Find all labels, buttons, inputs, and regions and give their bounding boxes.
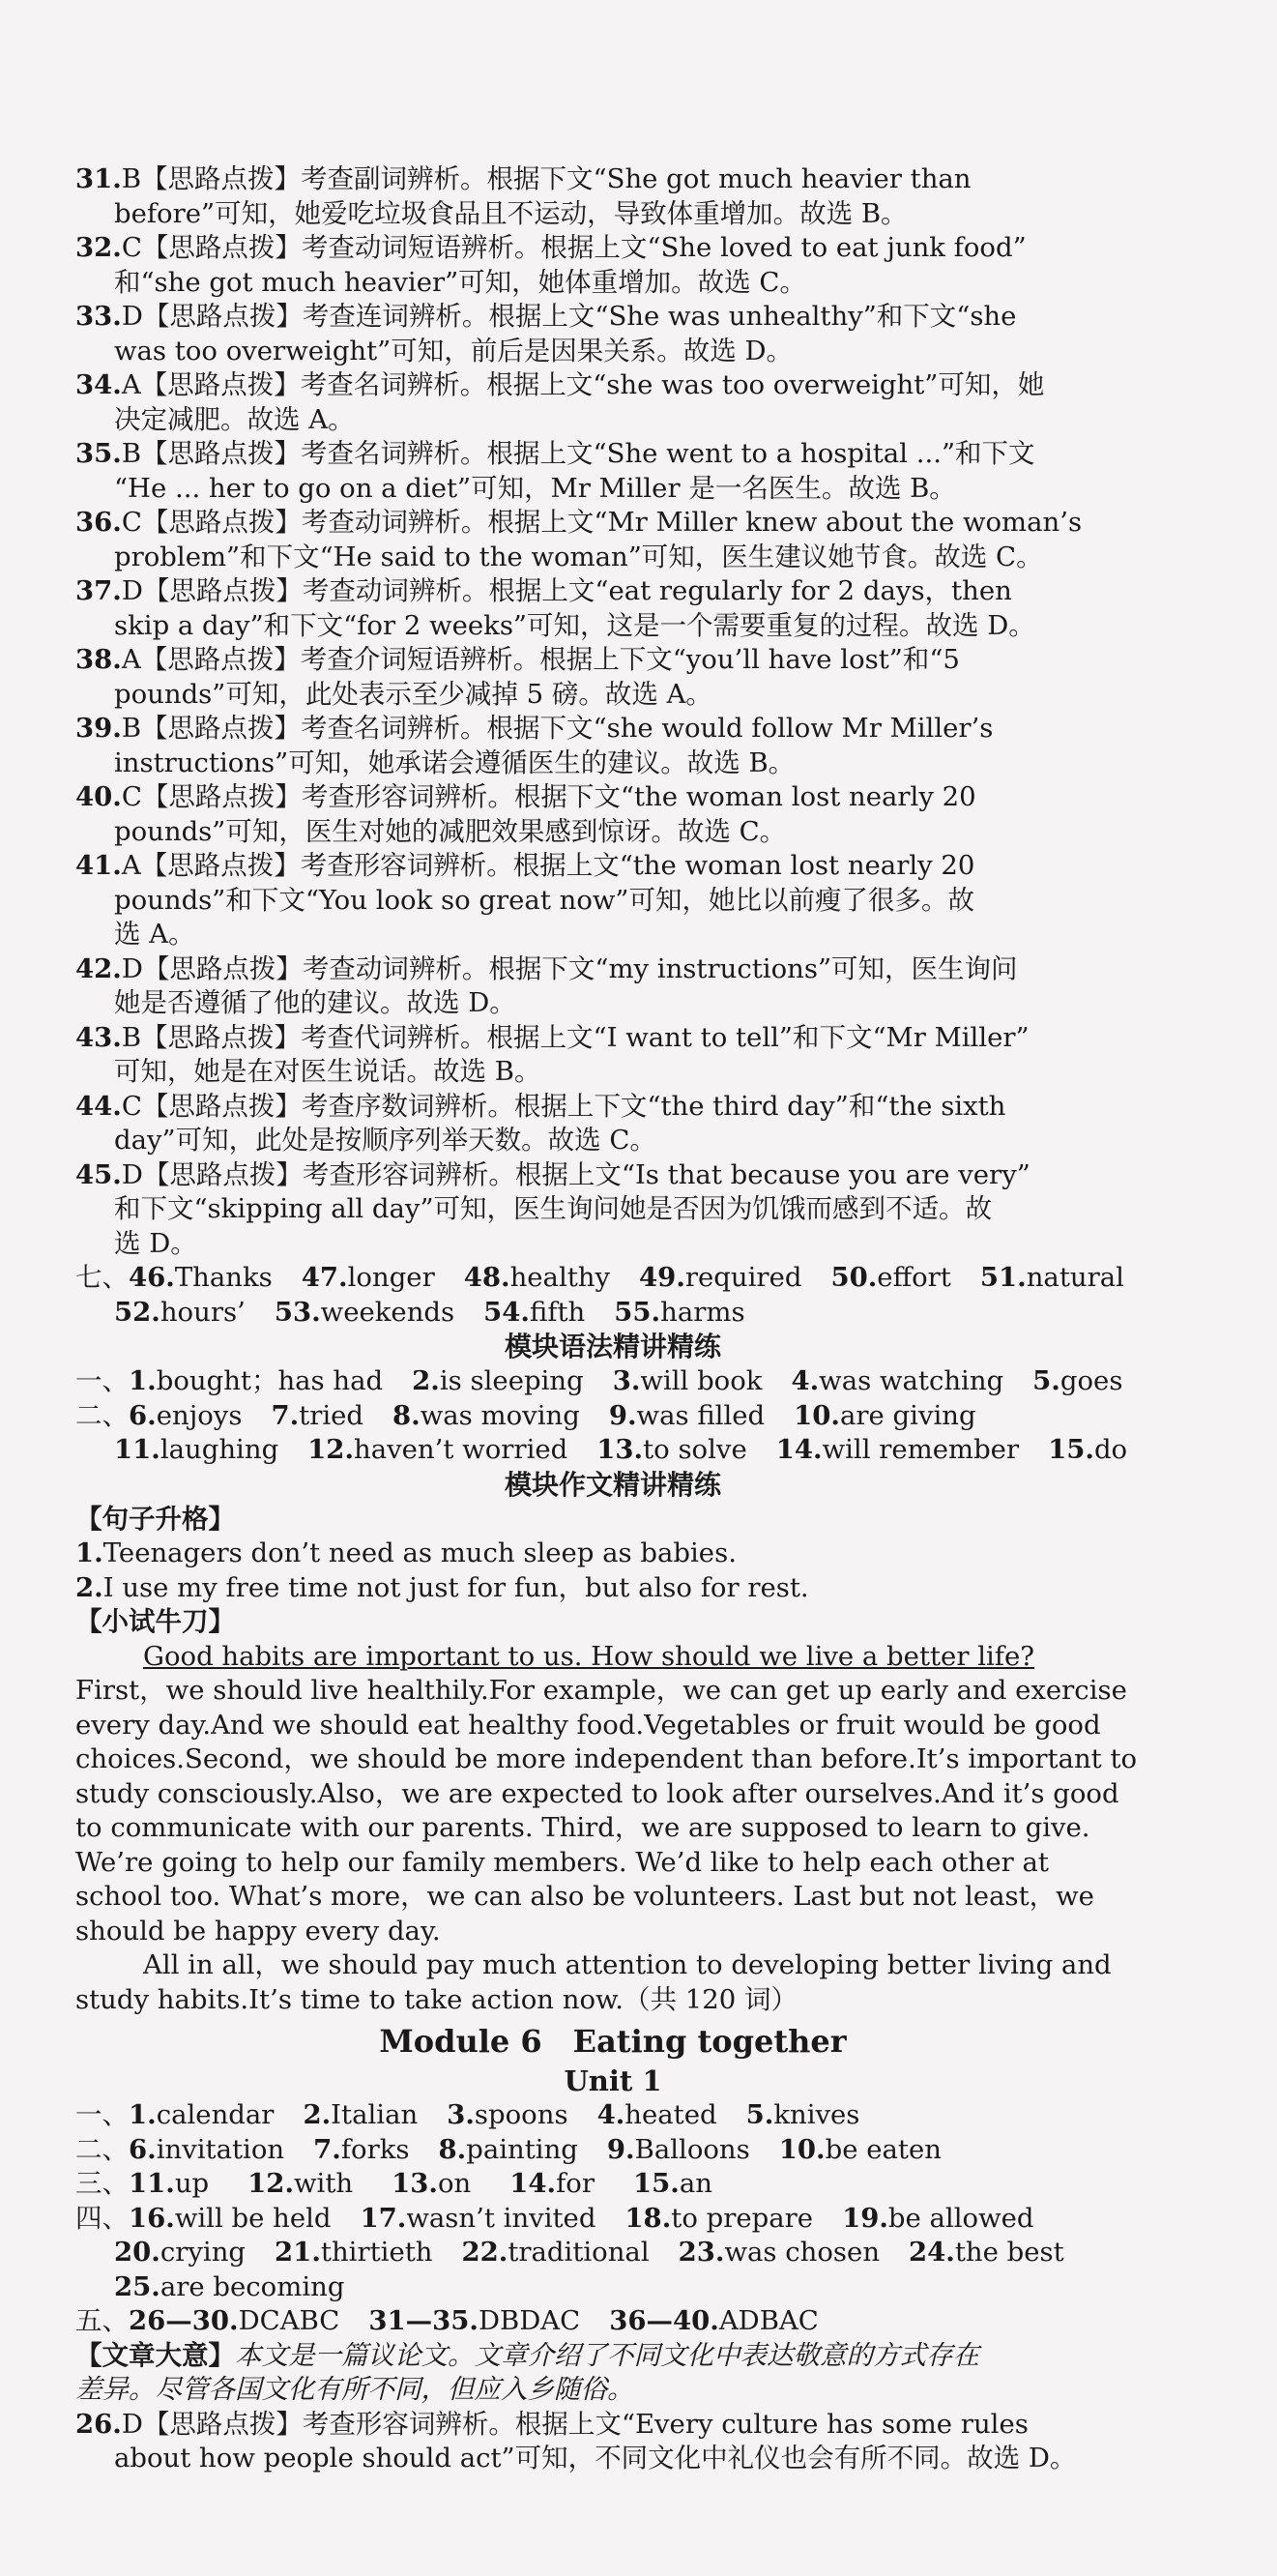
answer-item xyxy=(464,1262,610,1293)
question-text: 选 D。 xyxy=(114,1227,197,1259)
question-text: C【思路点拨】考查动词辨析。根据上文“Mr Miller knew about the woman’s xyxy=(121,507,1083,538)
question-line xyxy=(75,574,1150,609)
answer-word: is sleeping xyxy=(439,1365,584,1396)
question-line xyxy=(75,300,1150,335)
answer-number: 55. xyxy=(614,1296,661,1328)
answer-word: required xyxy=(684,1262,802,1293)
answer-word: bought；has had xyxy=(156,1365,384,1396)
answer-item xyxy=(909,2237,1064,2268)
answer-number: 18. xyxy=(624,2202,672,2234)
answer-item xyxy=(679,2237,880,2268)
answer-number: 49. xyxy=(639,1262,685,1293)
answer-number: 9. xyxy=(608,1399,637,1431)
module-6-title: Module 6 Eating together xyxy=(379,2023,847,2060)
question-text: 她是否遵循了他的建议。故选 D。 xyxy=(114,987,516,1018)
answer-word: Italian xyxy=(331,2099,419,2130)
answer-word: painting xyxy=(466,2133,578,2165)
question-text: D【思路点拨】考查动词辨析。根据下文“my instructions”可知，医生询问 xyxy=(121,952,1018,984)
answer-item xyxy=(746,2099,860,2130)
question-text: C【思路点拨】考查序数词辨析。根据上下文“the third day”和“the sixth xyxy=(121,1090,1006,1122)
answer-item xyxy=(114,2271,344,2302)
m6-row-5 xyxy=(75,2236,1150,2270)
answer-item xyxy=(1048,1434,1127,1465)
m6-row-3-prefix: 三、 xyxy=(75,2168,129,2199)
answer-word: Balloons xyxy=(634,2133,750,2165)
question-line xyxy=(75,506,1150,541)
question-number: 35. xyxy=(75,438,122,469)
question-line xyxy=(75,780,1150,815)
question-group-38-45 xyxy=(75,643,1150,1261)
answer-number: 16. xyxy=(129,2202,175,2234)
answer-number: 11. xyxy=(129,2168,175,2199)
answer-number: 24. xyxy=(909,2237,955,2268)
question-line xyxy=(75,368,1150,403)
question-text: 决定减肥。故选 A。 xyxy=(114,403,355,435)
answer-word: effort xyxy=(877,1262,951,1293)
section-7-row-2 xyxy=(75,1296,1150,1331)
question-number: 42. xyxy=(75,952,122,984)
answer-number: 47. xyxy=(301,1262,348,1293)
question-number: 39. xyxy=(75,713,122,744)
question-line xyxy=(75,918,1150,952)
answer-number: 19. xyxy=(842,2202,888,2234)
upgrade-sentence-2-text: I use my free time not just for fun，but also for rest. xyxy=(102,1571,809,1603)
answer-number: 15. xyxy=(1048,1434,1094,1465)
answer-number: 13. xyxy=(392,2168,438,2199)
question-line xyxy=(75,815,1150,850)
answer-word: forks xyxy=(340,2133,410,2165)
answer-item xyxy=(313,2134,409,2165)
m6-row-2-prefix: 二、 xyxy=(75,2133,129,2165)
answer-number: 14. xyxy=(509,2168,557,2199)
answer-item xyxy=(980,1262,1124,1293)
answer-word: be allowed xyxy=(887,2202,1034,2234)
upgrade-sentence-2 xyxy=(75,1571,1150,1606)
m6-row-1 xyxy=(75,2098,1150,2133)
essay-line: All in all，we should pay much attention to developing better living and xyxy=(143,1949,1112,1980)
answer-item xyxy=(597,2099,717,2130)
answer-item xyxy=(779,2134,942,2165)
question-line xyxy=(75,1021,1150,1056)
answer-number: 6. xyxy=(129,2133,157,2165)
answer-word: longer xyxy=(347,1262,435,1293)
question-line xyxy=(75,1055,1150,1090)
answer-number: 51. xyxy=(979,1262,1027,1293)
m6-row-7-prefix: 五、 xyxy=(75,2305,129,2336)
answer-item xyxy=(129,2203,332,2234)
answer-item xyxy=(392,2168,471,2199)
answer-word: harms xyxy=(660,1296,745,1328)
unit-1-title: Unit 1 xyxy=(564,2064,662,2097)
question-line xyxy=(75,884,1150,919)
question-number: 38. xyxy=(75,644,122,675)
answer-number: 25. xyxy=(114,2270,160,2302)
section-7-row-1 xyxy=(75,1261,1150,1296)
question-line xyxy=(75,1090,1150,1125)
answer-item xyxy=(307,1434,567,1465)
answer-number: 5. xyxy=(745,2099,774,2130)
answer-number: 7. xyxy=(271,1399,300,1431)
essay-title-line xyxy=(75,1640,1150,1675)
answer-number: 10. xyxy=(794,1399,840,1431)
grammar-row-1 xyxy=(75,1364,1150,1399)
question-line xyxy=(75,403,1150,438)
q26-text-1: D【思路点拨】考查形容词辨析。根据上文“Every culture has some rules xyxy=(121,2408,1029,2440)
question-text: skip a day”和下文“for 2 weeks”可知，这是一个需要重复的过程。故选 D。 xyxy=(114,609,1035,641)
question-text: was too overweight”可知，前后是因果关系。故选 D。 xyxy=(114,335,794,366)
answer-item xyxy=(447,2099,567,2130)
question-line xyxy=(75,746,1150,781)
m6-row-1-prefix: 一、 xyxy=(75,2099,129,2130)
answer-item xyxy=(483,1297,585,1328)
question-text: D【思路点拨】考查形容词辨析。根据上文“Is that because you are very” xyxy=(121,1158,1030,1190)
question-number: 43. xyxy=(75,1021,122,1053)
question-text: A【思路点拨】考查介词短语辨析。根据上下文“you’ll have lost”和“5 xyxy=(121,644,960,675)
question-line xyxy=(75,541,1150,575)
answer-word: up xyxy=(174,2168,210,2199)
answer-item xyxy=(129,2134,284,2165)
answer-word: weekends xyxy=(320,1296,455,1328)
essay-line: school too. What’s more，we can also be volunteers. Last but not least，we xyxy=(75,1881,1094,1912)
question-line xyxy=(75,1158,1150,1193)
answer-word: on xyxy=(437,2168,472,2199)
question-text: 和“she got much heavier”可知，她体重增加。故选 C。 xyxy=(114,266,806,298)
essay-paragraph-2 xyxy=(75,1948,1150,2017)
answer-word: with xyxy=(294,2168,354,2199)
answer-item xyxy=(842,2203,1033,2234)
answer-item xyxy=(607,2134,750,2165)
answer-word: wasn’t invited xyxy=(406,2202,596,2234)
answer-number: 14. xyxy=(775,1434,823,1465)
question-number: 32. xyxy=(75,232,122,263)
answer-item xyxy=(129,1365,383,1396)
answer-word: haven’t worried xyxy=(354,1434,568,1465)
m6-row-4 xyxy=(75,2202,1150,2237)
answer-number: 1. xyxy=(129,1365,157,1396)
question-line xyxy=(75,197,1150,232)
summary-line-1 xyxy=(75,2339,1150,2374)
grammar-row-3 xyxy=(75,1433,1150,1468)
answer-item xyxy=(129,1262,273,1293)
answer-word: will remember xyxy=(822,1434,1020,1465)
answer-item xyxy=(633,2168,712,2199)
question-number: 31. xyxy=(75,163,122,194)
answer-item xyxy=(509,2168,595,2199)
question-line xyxy=(75,335,1150,369)
question-line xyxy=(75,712,1150,746)
question-line xyxy=(75,1227,1150,1262)
summary-text-1: 本文是一篇议论文。文章介绍了不同文化中表达敬意的方式存在 xyxy=(235,2339,979,2371)
answer-item xyxy=(368,2305,580,2336)
answer-word: invitation xyxy=(156,2133,285,2165)
answer-word: was filled xyxy=(636,1399,766,1431)
answer-item xyxy=(271,1400,363,1431)
answer-item xyxy=(275,2237,432,2268)
writing-heading: 模块作文精讲精练 xyxy=(504,1468,721,1501)
answer-item xyxy=(129,2305,339,2336)
answer-word: goes xyxy=(1059,1365,1123,1396)
answer-number: 3. xyxy=(612,1365,641,1396)
question-text: A【思路点拨】考查形容词辨析。根据上文“the woman lost nearly 20 xyxy=(121,850,975,881)
answer-item xyxy=(613,1365,763,1396)
answer-word: natural xyxy=(1026,1262,1124,1293)
answer-number: 48. xyxy=(463,1262,510,1293)
answer-word: do xyxy=(1093,1434,1128,1465)
answer-number: 4. xyxy=(596,2099,625,2130)
question-text: C【思路点拨】考查动词短语辨析。根据上文“She loved to eat junk food” xyxy=(121,232,1027,263)
grammar-row-1-prefix: 一、 xyxy=(75,1365,129,1396)
answer-word: to prepare xyxy=(671,2202,814,2234)
answer-number: 1. xyxy=(129,2099,157,2130)
question-line xyxy=(75,162,1150,197)
answer-number: 15. xyxy=(632,2168,680,2199)
essay-line: to communicate with our parents. Third，we are supposed to learn to give. xyxy=(75,1812,1090,1843)
answer-item xyxy=(794,1400,975,1431)
answer-item xyxy=(114,1434,278,1465)
answer-number: 6. xyxy=(129,1399,157,1431)
answer-number: 17. xyxy=(360,2202,407,2234)
answer-item xyxy=(361,2203,596,2234)
answer-item xyxy=(303,2099,418,2130)
question-text: “He ... her to go on a diet”可知，Mr Miller 是一名医生。故选 B。 xyxy=(114,472,956,504)
m6-row-6 xyxy=(75,2270,1150,2305)
answer-number: 8. xyxy=(438,2133,467,2165)
answer-number: 9. xyxy=(606,2133,635,2165)
essay-line: study habits.It’s time to take action now.（共 120 词） xyxy=(75,1983,798,2015)
answer-item xyxy=(776,1434,1019,1465)
answer-item xyxy=(1032,1365,1122,1396)
answer-word: are becoming xyxy=(160,2270,345,2302)
answer-word: Thanks xyxy=(174,1262,273,1293)
question-line xyxy=(75,643,1150,678)
answer-word: for xyxy=(556,2168,595,2199)
answer-number: 54. xyxy=(483,1296,530,1328)
essay-line: First，we should live healthily.For example，we can get up early and exercise xyxy=(75,1675,1127,1706)
grammar-row-2-prefix: 二、 xyxy=(75,1399,129,1431)
question-text: instructions”可知，她承诺会遵循医生的建议。故选 B。 xyxy=(114,746,796,778)
question-line xyxy=(75,231,1150,266)
m6-row-4-prefix: 四、 xyxy=(75,2202,129,2234)
grammar-row-2 xyxy=(75,1399,1150,1434)
answer-word: will be held xyxy=(174,2202,332,2234)
essay-paragraph-1 xyxy=(75,1674,1150,1948)
answer-number: 36—40. xyxy=(609,2305,719,2336)
upgrade-sentence-1 xyxy=(75,1537,1150,1571)
answer-number: 26—30. xyxy=(129,2305,239,2336)
question-text: B【思路点拨】考查名词辨析。根据上文“She went to a hospital ...”和下文 xyxy=(121,438,1035,469)
question-text: pounds”可知，医生对她的减肥效果感到惊讶。故选 C。 xyxy=(114,815,787,847)
answer-number: 12. xyxy=(307,1434,355,1465)
answer-number: 13. xyxy=(596,1434,644,1465)
question-line xyxy=(75,472,1150,507)
question-line xyxy=(75,1192,1150,1227)
question-number: 33. xyxy=(75,301,122,332)
answer-item xyxy=(614,1297,744,1328)
question-text: pounds”和下文“You look so great now”可知，她比以前瘦了很多。故 xyxy=(114,884,974,916)
answer-item xyxy=(639,1262,801,1293)
answer-item xyxy=(129,2099,274,2130)
question-line xyxy=(75,1124,1150,1158)
upgrade-sentence-1-number: 1. xyxy=(75,1537,103,1568)
m6-row-7 xyxy=(75,2304,1150,2339)
essay-line: study consciously.Also，we are expected to look after ourselves.And it’s good xyxy=(75,1777,1119,1809)
answer-word: ADBAC xyxy=(718,2305,819,2336)
m6-row-3 xyxy=(75,2167,1150,2202)
question-line xyxy=(75,437,1150,472)
answer-word: was chosen xyxy=(724,2237,881,2268)
question-number: 41. xyxy=(75,850,122,881)
sentence-upgrade-heading: 【句子升格】 xyxy=(75,1503,235,1535)
answer-item xyxy=(302,1262,435,1293)
answer-item xyxy=(609,2305,819,2336)
q26-line-1 xyxy=(75,2408,1150,2443)
answer-word: fifth xyxy=(529,1296,586,1328)
answer-item xyxy=(114,1297,246,1328)
answer-number: 3. xyxy=(447,2099,475,2130)
essay-line: choices.Second，we should be more independent than before.It’s important to xyxy=(75,1743,1138,1774)
answer-word: knives xyxy=(773,2099,860,2130)
question-number: 44. xyxy=(75,1090,122,1122)
summary-line-2: 差异。尽管各国文化有所不同，但应入乡随俗。 xyxy=(75,2374,634,2405)
answer-word: will book xyxy=(640,1365,763,1396)
answer-word: crying xyxy=(160,2237,247,2268)
answer-number: 2. xyxy=(303,2099,332,2130)
question-text: 可知，她是在对医生说话。故选 B。 xyxy=(114,1056,541,1087)
answer-word: be eaten xyxy=(825,2133,942,2165)
answer-item xyxy=(247,2168,353,2199)
question-text: A【思路点拨】考查名词辨析。根据上文“she was too overweight”可知，她 xyxy=(121,369,1045,400)
answer-number: 7. xyxy=(313,2133,341,2165)
answer-number: 22. xyxy=(461,2237,508,2268)
answer-number: 4. xyxy=(791,1365,820,1396)
answer-item xyxy=(791,1365,1003,1396)
answer-word: calendar xyxy=(156,2099,275,2130)
answer-word: thirtieth xyxy=(320,2237,433,2268)
question-text: pounds”可知，此处表示至少减掉 5 磅。故选 A。 xyxy=(114,678,712,710)
question-text: 选 A。 xyxy=(114,919,195,950)
answer-item xyxy=(461,2237,649,2268)
question-line xyxy=(75,609,1150,644)
answer-word: DCABC xyxy=(238,2305,340,2336)
answer-word: hours’ xyxy=(160,1296,246,1328)
q26-line-2: about how people should act”可知，不同文化中礼仪也会有所不同。故选 D。 xyxy=(114,2443,1077,2474)
answer-number: 53. xyxy=(274,1296,321,1328)
essay-title: Good habits are important to us. How should we live a better life? xyxy=(143,1640,1034,1672)
answer-item xyxy=(609,1400,765,1431)
answer-word: was watching xyxy=(819,1365,1004,1396)
section-7-prefix: 七、 xyxy=(75,1262,129,1293)
essay-line: should be happy every day. xyxy=(75,1915,441,1947)
question-text: 和下文“skipping all day”可知，医生询问她是否因为饥饿而感到不适。故 xyxy=(114,1193,993,1224)
answer-item xyxy=(392,1400,580,1431)
upgrade-sentence-2-number: 2. xyxy=(75,1571,103,1603)
answer-word: tried xyxy=(299,1399,364,1431)
answer-word: DBDAC xyxy=(478,2305,581,2336)
answer-item xyxy=(114,2237,246,2268)
answer-item xyxy=(275,1297,454,1328)
question-line xyxy=(75,986,1150,1021)
question-text: B【思路点拨】考查副词辨析。根据下文“She got much heavier than xyxy=(121,163,972,194)
answer-word: traditional xyxy=(508,2237,650,2268)
answer-word: are giving xyxy=(840,1399,976,1431)
answer-item xyxy=(129,1400,242,1431)
question-line xyxy=(75,266,1150,301)
answer-number: 8. xyxy=(392,1399,421,1431)
essay-line: We’re going to help our family members. We’d like to help each other at xyxy=(75,1846,1049,1878)
answer-item xyxy=(624,2203,813,2234)
answer-number: 20. xyxy=(114,2237,160,2268)
answer-item xyxy=(830,1262,950,1293)
q26-number: 26. xyxy=(75,2408,122,2440)
answer-number: 2. xyxy=(412,1365,440,1396)
question-text: before”可知，她爱吃垃圾食品且不运动，导致体重增加。故选 B。 xyxy=(114,197,908,229)
question-text: D【思路点拨】考查动词辨析。根据上文“eat regularly for 2 days，then xyxy=(121,575,1012,606)
trial-heading: 【小试牛刀】 xyxy=(75,1606,235,1637)
question-number: 40. xyxy=(75,781,122,812)
question-line xyxy=(75,678,1150,713)
question-text: B【思路点拨】考查名词辨析。根据下文“she would follow Mr Miller’s xyxy=(121,713,994,744)
answer-number: 21. xyxy=(275,2237,321,2268)
answer-word: heated xyxy=(624,2099,717,2130)
m6-row-2 xyxy=(75,2133,1150,2168)
grammar-heading: 模块语法精讲精练 xyxy=(504,1331,721,1362)
answer-item xyxy=(129,2168,209,2199)
answer-number: 12. xyxy=(247,2168,295,2199)
answer-word: to solve xyxy=(643,1434,747,1465)
answer-word: laughing xyxy=(160,1434,279,1465)
answer-word: the best xyxy=(954,2237,1064,2268)
question-text: day”可知，此处是按顺序列举天数。故选 C。 xyxy=(114,1125,656,1156)
question-number: 37. xyxy=(75,575,122,606)
answer-number: 11. xyxy=(114,1434,160,1465)
question-text: D【思路点拨】考查连词辨析。根据上文“She was unhealthy”和下文“she xyxy=(121,301,1017,332)
question-group-31-37 xyxy=(75,162,1150,643)
question-text: C【思路点拨】考查形容词辨析。根据下文“the woman lost nearly 20 xyxy=(121,781,976,812)
upgrade-sentence-1-text: Teenagers don’t need as much sleep as babies. xyxy=(102,1537,737,1568)
answer-number: 52. xyxy=(114,1296,160,1328)
answer-number: 10. xyxy=(778,2133,826,2165)
question-line xyxy=(75,952,1150,987)
answer-number: 23. xyxy=(678,2237,725,2268)
answer-word: an xyxy=(679,2168,712,2199)
question-text: problem”和下文“He said to the woman”可知，医生建议她节食。故选 C。 xyxy=(114,541,1043,572)
answer-number: 5. xyxy=(1032,1365,1060,1396)
question-number: 45. xyxy=(75,1158,122,1190)
question-number: 34. xyxy=(75,369,122,400)
answer-word: was moving xyxy=(420,1399,580,1431)
answer-item xyxy=(439,2134,578,2165)
answer-word: healthy xyxy=(509,1262,611,1293)
answer-number: 31—35. xyxy=(368,2305,479,2336)
answer-word: spoons xyxy=(474,2099,568,2130)
answer-column xyxy=(75,162,1150,2476)
answer-item xyxy=(596,1434,746,1465)
summary-heading: 【文章大意】 xyxy=(75,2339,235,2371)
answer-word: enjoys xyxy=(156,1399,243,1431)
essay-line: every day.And we should eat healthy food.Vegetables or fruit would be good xyxy=(75,1709,1101,1741)
answer-number: 50. xyxy=(830,1262,878,1293)
answer-number: 46. xyxy=(129,1262,175,1293)
question-text: B【思路点拨】考查代词辨析。根据上文“I want to tell”和下文“Mr Miller” xyxy=(121,1021,1030,1053)
answer-item xyxy=(412,1365,584,1396)
question-number: 36. xyxy=(75,507,122,538)
question-line xyxy=(75,849,1150,884)
